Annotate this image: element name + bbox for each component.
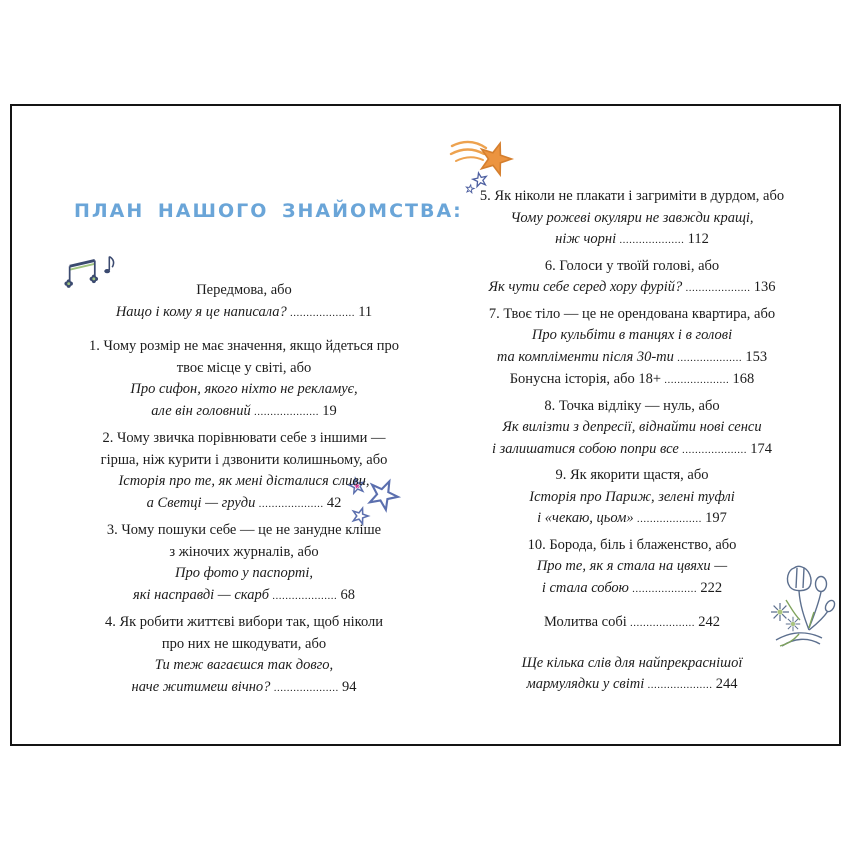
- toc-line-text: Молитва собі: [544, 614, 627, 630]
- toc-line: [60, 358, 428, 380]
- toc-line: [440, 347, 824, 370]
- page-number: 168: [732, 371, 755, 387]
- toc-line: [60, 493, 428, 516]
- toc-line: [60, 379, 428, 401]
- toc-line-text: Про те, як я стала на цвяхи —: [536, 558, 728, 574]
- toc-line-text: Історія про Париж, зелені туфлі: [529, 488, 735, 505]
- page-number: 242: [698, 614, 720, 630]
- toc-entry: [60, 336, 428, 423]
- toc-line-text: Про фото у паспорті,: [175, 565, 313, 581]
- toc-line: [440, 369, 824, 392]
- toc-line-text: 7. Твоє тіло — це не орендована квартира, або: [488, 305, 776, 322]
- toc-line-text: Передмова, або: [196, 282, 292, 298]
- toc-entry: [60, 612, 428, 699]
- toc-entry: [440, 465, 824, 531]
- toc-line: [440, 229, 824, 252]
- toc-line: [440, 417, 824, 439]
- toc-line-text: ніж чорні: [555, 231, 617, 247]
- toc-page: [10, 104, 841, 746]
- toc-line: [60, 450, 428, 472]
- toc-line-text: 8. Точка відліку — нуль, або: [544, 397, 720, 414]
- toc-line: [440, 612, 824, 635]
- shooting-star-icon: [448, 134, 526, 194]
- toc-line-text: Про сифон, якого ніхто не рекламує,: [130, 381, 358, 397]
- toc-line: [440, 439, 824, 462]
- toc-line: [60, 401, 428, 424]
- page-title: ПЛАН НАШОГО ЗНАЙОМСТВА:: [74, 200, 463, 222]
- toc-line-text: і стала собою: [541, 579, 629, 596]
- toc-line: [440, 208, 824, 230]
- toc-line-text: мармулядки у світі: [526, 676, 645, 692]
- toc-line: [440, 556, 824, 578]
- toc-line-text: Бонусна історія, або 18+: [509, 371, 662, 387]
- toc-line-text: Про кульбіти в танцях і в голові: [531, 327, 733, 343]
- toc-line: [440, 396, 824, 418]
- toc-line-text: наче житимеш вічно?: [131, 678, 271, 695]
- toc-line: [440, 186, 824, 208]
- dot-leader: ....................: [628, 582, 701, 595]
- toc-line-text: які насправді — скарб: [133, 586, 269, 603]
- toc-line-text: 10. Борода, біль і блаженство, або: [527, 536, 737, 553]
- dot-leader: ....................: [270, 681, 342, 694]
- toc-line: [60, 677, 428, 700]
- dot-leader: ....................: [678, 443, 751, 456]
- toc-line-text: Як чути себе серед хору фурій?: [488, 279, 683, 295]
- toc-line-text: твоє місце у світі, або: [176, 359, 312, 376]
- toc-line-text: Нащо і кому я це написала?: [115, 303, 287, 320]
- page-number: 112: [687, 231, 709, 247]
- toc-line: [440, 535, 824, 557]
- dot-leader: ....................: [633, 513, 706, 525]
- toc-line-text: з жіночих журналів, або: [169, 543, 319, 560]
- page-number: 153: [745, 348, 768, 365]
- toc-line-text: Як вилізти з депресії, віднайти нові сенси: [502, 419, 762, 435]
- toc-entry: [440, 304, 824, 392]
- page-number: 19: [322, 402, 337, 419]
- toc-line: [60, 542, 428, 564]
- page-number: 68: [340, 586, 355, 603]
- page-number: 244: [715, 676, 738, 692]
- toc-line: [60, 585, 428, 608]
- page-number: 136: [753, 279, 776, 295]
- toc-line-text: та компліменти після 30-ти: [496, 348, 674, 365]
- dot-leader: ....................: [661, 374, 733, 386]
- toc-left-column: [60, 280, 428, 704]
- toc-line: [60, 655, 428, 677]
- toc-line-text: гірша, ніж курити і дзвонити колишньому, або: [100, 451, 388, 468]
- toc-line-text: 4. Як робити життєві вибори так, щоб ніколи: [104, 614, 384, 630]
- page-number: 222: [700, 579, 723, 596]
- toc-line: [60, 634, 428, 656]
- toc-line: [440, 325, 824, 347]
- toc-entry: [440, 535, 824, 601]
- dot-leader: ....................: [616, 234, 688, 246]
- toc-line: [440, 653, 824, 675]
- toc-entry: [440, 256, 824, 300]
- toc-line: [440, 304, 824, 326]
- toc-line-text: Історія про те, як мені дісталися сливи,: [118, 473, 370, 489]
- toc-line: [60, 612, 428, 634]
- toc-line-text: і залишатися собою попри все: [491, 440, 679, 457]
- toc-entry: [440, 186, 824, 252]
- toc-line-text: і «чекаю, цьом»: [537, 510, 634, 526]
- toc-line: [440, 465, 824, 487]
- toc-entry: [60, 280, 428, 324]
- toc-entry: [440, 653, 824, 697]
- toc-line-text: 1. Чому розмір не має значення, якщо йдеться про: [88, 338, 399, 354]
- toc-line-text: 3. Чому пошуки себе — це не занудне кліше: [106, 522, 382, 538]
- toc-line-text: 5. Як ніколи не плакати і загриміти в дурдом, або: [479, 188, 785, 204]
- toc-line-text: але він головний: [151, 402, 251, 419]
- toc-right-column: [440, 186, 824, 701]
- toc-line-text: Ще кілька слів для найпрекраснішої: [521, 654, 743, 671]
- page-number: 42: [326, 494, 342, 511]
- toc-line: [440, 256, 824, 278]
- toc-entry: [440, 396, 824, 462]
- toc-line: [60, 280, 428, 302]
- dot-leader: ....................: [250, 405, 323, 418]
- toc-line: [60, 302, 428, 325]
- toc-line: [60, 428, 428, 450]
- toc-line: [60, 336, 428, 358]
- toc-line-text: 2. Чому звичка порівнювати себе з іншими —: [102, 430, 386, 446]
- toc-line: [440, 277, 824, 300]
- toc-entry: [440, 612, 824, 635]
- dot-leader: ....................: [286, 306, 359, 319]
- page-number: 174: [750, 440, 773, 457]
- dot-leader: ....................: [268, 589, 341, 602]
- page-number: 11: [358, 303, 373, 320]
- dot-leader: ....................: [626, 617, 699, 629]
- toc-line-text: Ти теж вагаєшся так довго,: [154, 657, 334, 673]
- toc-line-text: про них не шкодувати, або: [161, 635, 327, 652]
- toc-line-text: а Светці — груди: [146, 494, 256, 511]
- toc-line-text: 6. Голоси у твоїй голові, або: [544, 257, 720, 274]
- dot-leader: ....................: [673, 351, 746, 364]
- toc-line-text: Чому рожеві окуляри не завжди кращі,: [510, 209, 754, 226]
- toc-line-text: 9. Як якорити щастя, або: [555, 467, 709, 483]
- toc-line: [440, 578, 824, 601]
- toc-line: [440, 487, 824, 509]
- dot-leader: ....................: [644, 679, 716, 691]
- toc-entry: [60, 520, 428, 607]
- page-number: 94: [341, 678, 357, 695]
- toc-line: [440, 508, 824, 531]
- toc-entry: [60, 428, 428, 515]
- toc-line: [60, 563, 428, 585]
- toc-line: [60, 471, 428, 493]
- toc-line: [440, 674, 824, 697]
- dot-leader: ....................: [255, 497, 327, 510]
- page-number: 197: [705, 510, 727, 526]
- dot-leader: ....................: [682, 282, 754, 294]
- toc-line: [60, 520, 428, 542]
